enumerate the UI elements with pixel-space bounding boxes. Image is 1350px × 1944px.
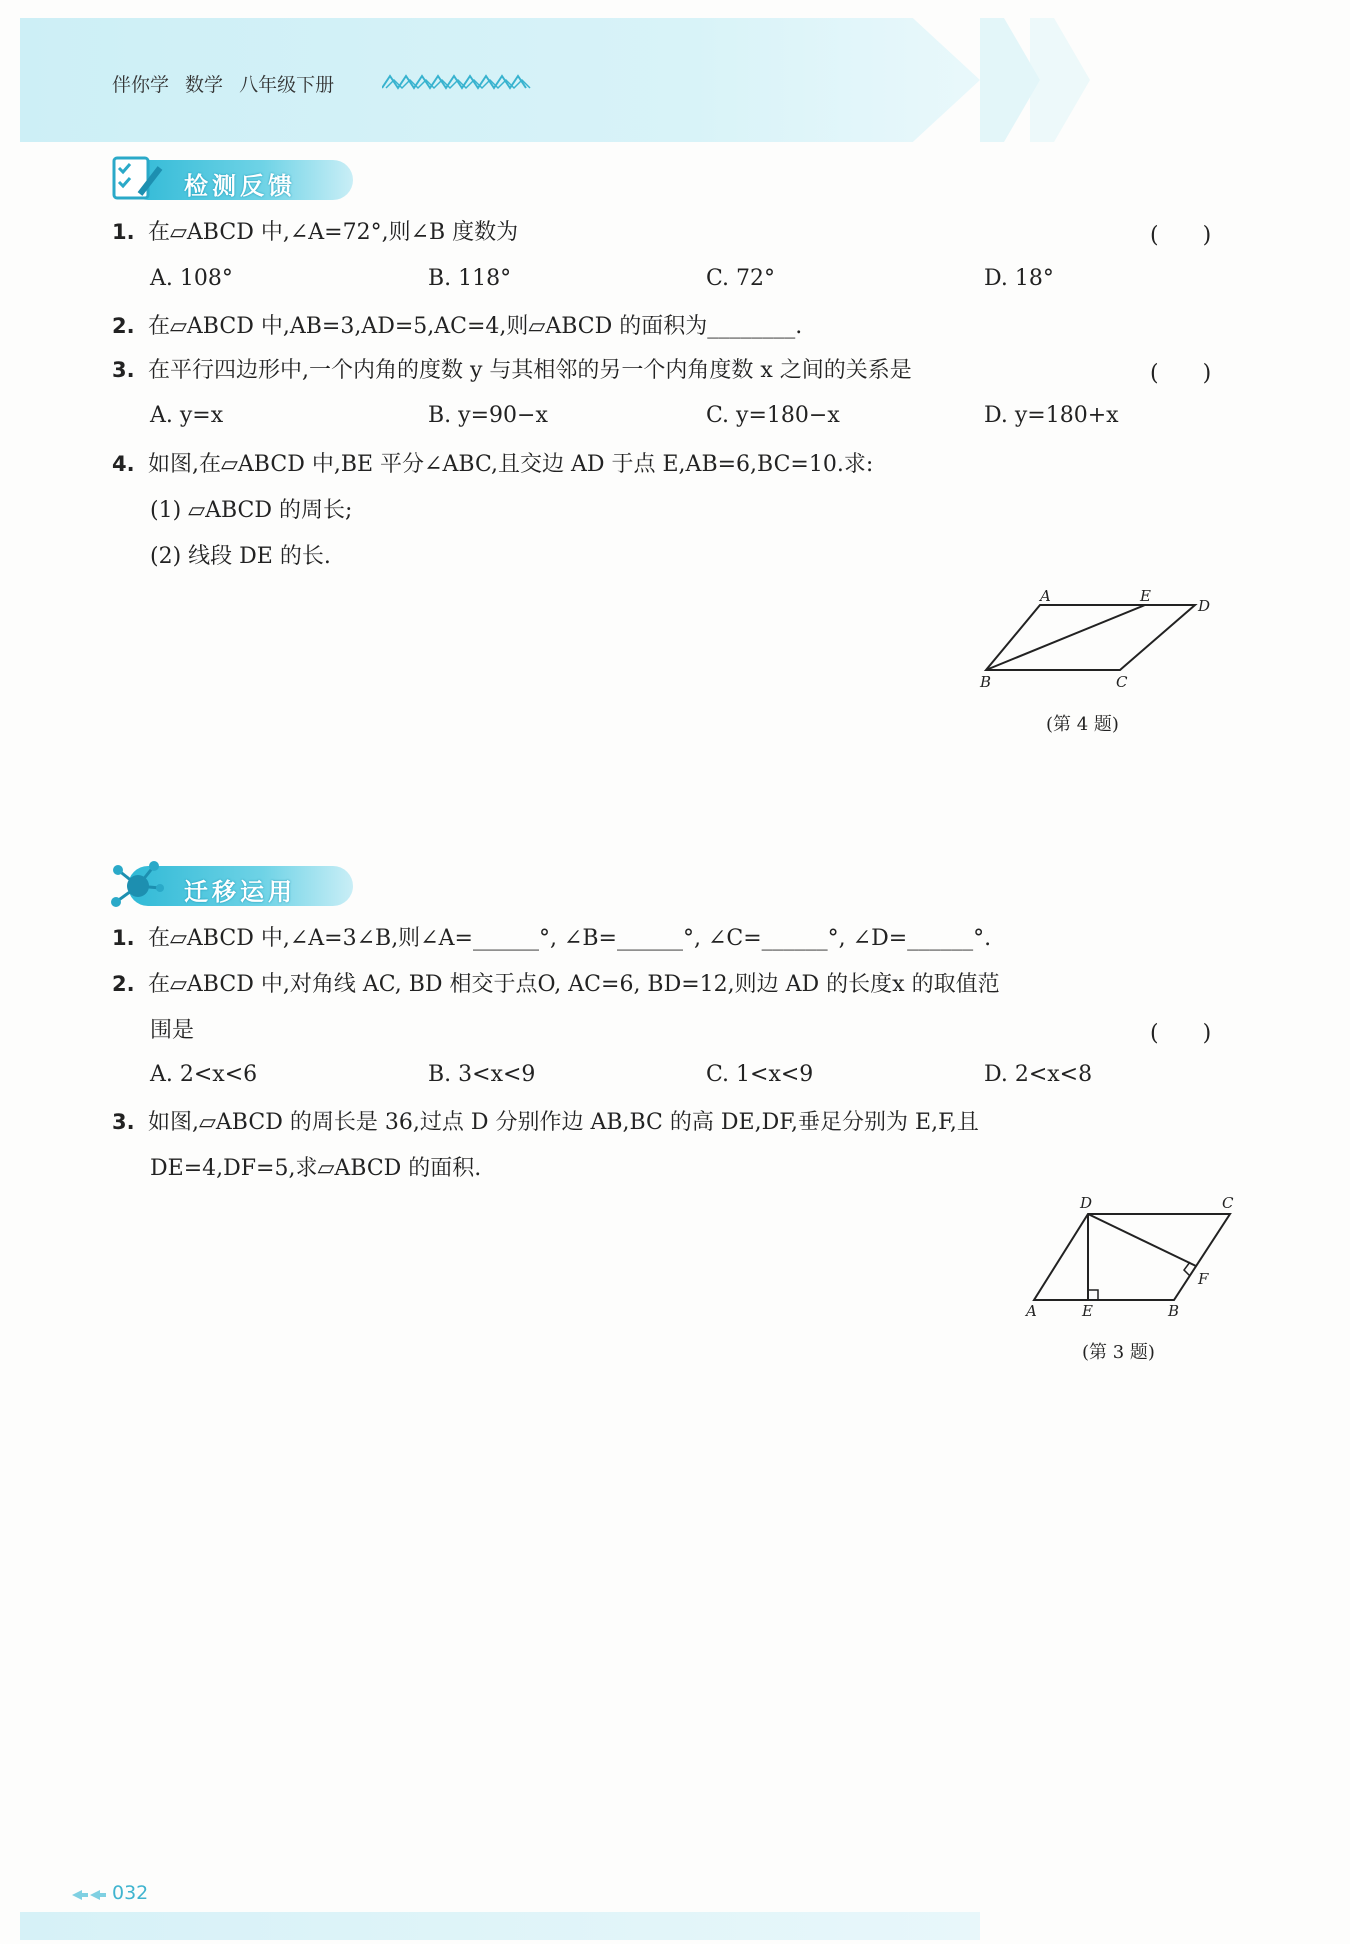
question-number: 1. (112, 220, 135, 244)
question-number: 1. (112, 926, 135, 950)
answer-paren: ( ) (1150, 1021, 1212, 1046)
answer-paren: ( ) (1150, 361, 1212, 386)
sub-question: (1) ▱ABCD 的周长; (150, 498, 353, 523)
option: C. 72° (706, 266, 776, 291)
molecule-icon (108, 860, 172, 912)
option: B. 118° (428, 266, 512, 291)
section-badge-transfer (108, 860, 348, 910)
point-label: D (1080, 1194, 1093, 1212)
question-text: 在▱ABCD 中,对角线 AC, BD 相交于点O, AC=6, BD=12,则边 AD 的长度x 的取值范 (148, 972, 1000, 997)
parallelogram-figure-q4 (970, 585, 1230, 695)
page-number: 032 (112, 1882, 149, 1904)
question-number: 2. (112, 314, 135, 338)
option: A. 108° (150, 266, 233, 291)
figure-caption: (第 4 题) (1046, 714, 1119, 735)
option: A. y=x (150, 403, 224, 428)
question-number: 3. (112, 358, 135, 382)
question-number: 3. (112, 1110, 135, 1134)
header-title: 伴你学 数学 八年级下册 (112, 74, 335, 96)
checklist-icon (108, 154, 168, 206)
point-label: B (980, 673, 992, 691)
question-text: 如图,▱ABCD 的周长是 36,过点 D 分别作边 AB,BC 的高 DE,DF,垂足分别为 E,F,且 (148, 1110, 979, 1135)
point-label: C (1222, 1194, 1234, 1212)
option: A. 2<x<6 (150, 1062, 258, 1087)
question-number: 4. (112, 452, 135, 476)
arrow-icon (72, 1888, 110, 1902)
answer-paren: ( ) (1150, 223, 1212, 248)
question-text: 在平行四边形中,一个内角的度数 y 与其相邻的另一个内角度数 x 之间的关系是 (148, 358, 912, 383)
point-label: F (1198, 1270, 1209, 1288)
question-text: 如图,在▱ABCD 中,BE 平分∠ABC,且交边 AD 于点 E,AB=6,BC=10.求: (148, 452, 874, 477)
option: C. 1<x<9 (706, 1062, 814, 1087)
option: B. 3<x<9 (428, 1062, 536, 1087)
header-chevron (1030, 18, 1090, 142)
question-text: 在▱ABCD 中,∠A=72°,则∠B 度数为 (148, 220, 519, 245)
parallelogram-figure-q3 (1010, 1190, 1250, 1320)
zigzag-decoration (382, 72, 532, 92)
question-text-cont: 围是 (150, 1018, 195, 1043)
point-label: B (1168, 1302, 1180, 1320)
point-label: A (1040, 587, 1051, 605)
point-label: A (1026, 1302, 1037, 1320)
question-number: 2. (112, 972, 135, 996)
option: D. 18° (984, 266, 1054, 291)
question-text: 在▱ABCD 中,∠A=3∠B,则∠A=______°, ∠B=______°, ∠C=______°, ∠D=______°. (148, 926, 992, 951)
question-text: 在▱ABCD 中,AB=3,AD=5,AC=4,则▱ABCD 的面积为________. (148, 314, 803, 339)
section-title: 迁移运用 (184, 878, 296, 906)
option: D. y=180+x (984, 403, 1119, 428)
point-label: D (1198, 597, 1211, 615)
option: C. y=180−x (706, 403, 840, 428)
point-label: C (1116, 673, 1128, 691)
option: D. 2<x<8 (984, 1062, 1093, 1087)
section-title: 检测反馈 (184, 172, 296, 200)
section-badge-feedback (108, 154, 348, 204)
option: B. y=90−x (428, 403, 548, 428)
figure-caption: (第 3 题) (1082, 1342, 1155, 1363)
point-label: E (1082, 1302, 1093, 1320)
footer-band (20, 1912, 980, 1940)
sub-question: (2) 线段 DE 的长. (150, 544, 331, 569)
point-label: E (1140, 587, 1151, 605)
question-text-cont: DE=4,DF=5,求▱ABCD 的面积. (150, 1156, 482, 1181)
